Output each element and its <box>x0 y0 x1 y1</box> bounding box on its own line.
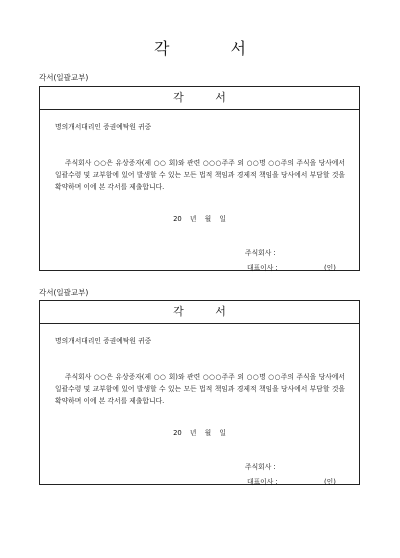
form-2-recipient: 명의개서대리인 증권예탁원 귀중 <box>55 337 152 345</box>
form-2-company-label: 주식회사 : <box>245 463 276 471</box>
form-2-box <box>39 300 360 485</box>
form-2-body: 주식회사 ○○은 유상증자(제 ○○ 회)와 관련 ○○○주주 외 ○○명 ○○주의 주식을 당사에서 일괄수령 및 교부함에 있어 발생할 수 있는 모든 법적 책임과 경제적 책임을 당사에서 부담할 것을 확약하며 이에 본 각서를 제출합니다. <box>55 373 345 405</box>
document-title: 각 서 <box>154 39 274 58</box>
form-2-representative-label: 대표이사 : <box>247 478 278 486</box>
form-1-representative-label: 대표이사 : <box>247 264 278 272</box>
form-2-date: 20 년 월 일 <box>173 429 226 437</box>
form-1-box <box>39 86 360 271</box>
form-2-label: 각서(일괄교부) <box>39 288 89 297</box>
form-1-recipient: 명의개서대리인 증권예탁원 귀중 <box>55 123 152 131</box>
form-1-company-label: 주식회사 : <box>245 249 276 257</box>
form-2-seal: (인) <box>324 478 336 486</box>
form-2-heading: 각 서 <box>40 301 359 324</box>
form-1-seal: (인) <box>324 264 336 272</box>
form-1-date: 20 년 월 일 <box>173 215 226 223</box>
form-1-label: 각서(일괄교부) <box>39 73 89 82</box>
form-1-body: 주식회사 ○○은 유상증자(제 ○○ 회)와 관련 ○○○주주 외 ○○명 ○○주의 주식을 당사에서 일괄수령 및 교부함에 있어 발생할 수 있는 모든 법적 책임과 경제적 책임을 당사에서 부담할 것을 확약하며 이에 본 각서를 제출합니다. <box>55 159 345 191</box>
form-1-heading: 각 서 <box>40 87 359 110</box>
